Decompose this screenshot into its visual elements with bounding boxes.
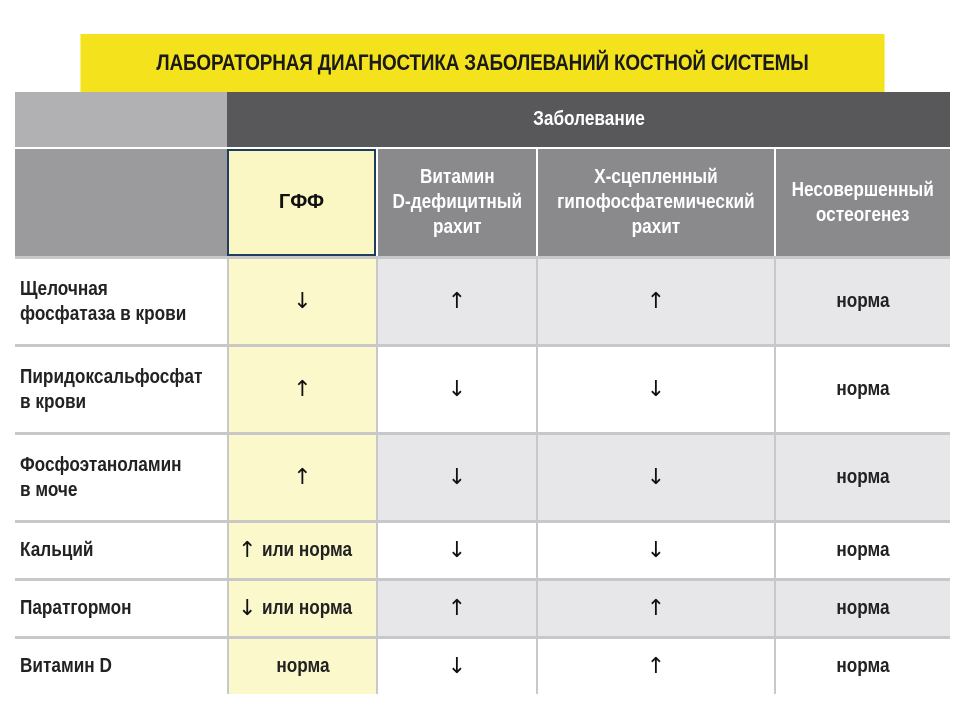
row-label-line1: Кальций [20, 539, 94, 561]
table-cell-oi [774, 432, 950, 520]
table-cell-gff [227, 432, 376, 520]
arrow-down-icon: ↓ [238, 595, 257, 621]
corner-cell-top [15, 92, 227, 149]
table-cell-vitd [376, 344, 536, 432]
arrow-up-icon: ↑ [238, 537, 257, 563]
row-label-line2: в моче [20, 478, 78, 501]
cell-value: норма [836, 466, 890, 488]
arrow-down-icon: ↓ [293, 288, 312, 314]
column-header-xlh-line2: гипофосфатемический [557, 191, 755, 213]
cell-value: норма [275, 655, 330, 677]
table-title-text: ЛАБОРАТОРНАЯ ДИАГНОСТИКА ЗАБОЛЕВАНИЙ КОСТНОЙ СИСТЕМЫ [156, 50, 809, 75]
table-cell-oi [774, 344, 950, 432]
table-cell-xlh [536, 520, 774, 578]
cell-value: норма [836, 378, 890, 400]
column-header-vitd-line1: Витамин [419, 166, 495, 188]
cell-value: норма [836, 290, 890, 312]
arrow-up-icon: ↑ [646, 653, 666, 679]
arrow-down-icon: ↓ [447, 653, 467, 679]
column-header-xlh-line3: рахит [631, 216, 681, 238]
row-label-line1: Пиридоксальфосфат [20, 365, 203, 388]
corner-cell-bottom [15, 149, 227, 256]
arrow-up-icon: ↑ [293, 376, 312, 402]
column-header-xlh-line1: Х-сцепленный [594, 166, 718, 188]
column-header-xlh-rickets [536, 149, 774, 256]
arrow-up-icon: ↑ [646, 595, 666, 621]
table-cell-oi [774, 520, 950, 578]
row-label-alkaline-phosphatase [15, 256, 227, 344]
row-label-line1: Паратгормон [20, 597, 132, 619]
column-header-vitd-line3: рахит [432, 216, 482, 238]
row-label-vitamin-d [15, 636, 227, 694]
table-cell-oi [774, 578, 950, 636]
table-cell-vitd [376, 256, 536, 344]
row-label-line1: Щелочная [20, 277, 108, 300]
table-cell-gff [227, 256, 376, 344]
table-cell-xlh [536, 578, 774, 636]
column-header-gff [227, 149, 376, 256]
table-cell-vitd [376, 432, 536, 520]
column-header-osteogenesis-imperfecta [774, 149, 950, 256]
column-header-oi-line1: Несовершенный [791, 178, 935, 201]
column-header-oi-line2: остеогенез [816, 203, 910, 226]
arrow-down-icon: ↓ [646, 464, 666, 490]
row-label-line1: Фосфоэтаноламин [20, 453, 182, 476]
cell-value: норма [836, 539, 890, 561]
cell-value: или норма [262, 597, 353, 619]
table-cell-vitd [376, 578, 536, 636]
arrow-up-icon: ↑ [646, 288, 666, 314]
table-cell-xlh [536, 344, 774, 432]
table-cell-vitd [376, 520, 536, 578]
row-label-calcium [15, 520, 227, 578]
arrow-down-icon: ↓ [646, 537, 666, 563]
disease-group-header [227, 92, 950, 149]
table-cell-vitd [376, 636, 536, 694]
row-label-pyridoxal-phosphate [15, 344, 227, 432]
arrow-down-icon: ↓ [447, 537, 467, 563]
table-cell-gff [227, 578, 376, 636]
table-cell-xlh [536, 432, 774, 520]
table-title [80, 34, 884, 92]
column-header-vitd-line2: D-дефицитный [392, 191, 522, 213]
cell-value: или норма [262, 539, 353, 561]
table-cell-gff [227, 344, 376, 432]
row-label-line2: в крови [20, 390, 87, 413]
row-label-parathyroid-hormone [15, 578, 227, 636]
row-label-phosphoethanolamine [15, 432, 227, 520]
row-label-line1: Витамин D [20, 655, 112, 677]
column-header-gff-text: ГФФ [278, 191, 325, 213]
arrow-up-icon: ↑ [447, 288, 467, 314]
table-grid [15, 92, 950, 694]
row-label-line2: фосфатаза в крови [20, 302, 187, 325]
column-header-vitd-rickets [376, 149, 536, 256]
arrow-up-icon: ↑ [447, 595, 467, 621]
diagnostics-table [15, 34, 950, 694]
arrow-up-icon: ↑ [293, 464, 312, 490]
cell-value: норма [836, 597, 890, 619]
table-cell-xlh [536, 636, 774, 694]
cell-value: норма [836, 655, 890, 677]
table-cell-gff [227, 636, 376, 694]
table-cell-xlh [536, 256, 774, 344]
arrow-down-icon: ↓ [447, 464, 467, 490]
arrow-down-icon: ↓ [646, 376, 666, 402]
table-cell-gff [227, 520, 376, 578]
table-cell-oi [774, 636, 950, 694]
table-cell-oi [774, 256, 950, 344]
disease-group-header-text: Заболевание [532, 108, 645, 130]
arrow-down-icon: ↓ [447, 376, 467, 402]
